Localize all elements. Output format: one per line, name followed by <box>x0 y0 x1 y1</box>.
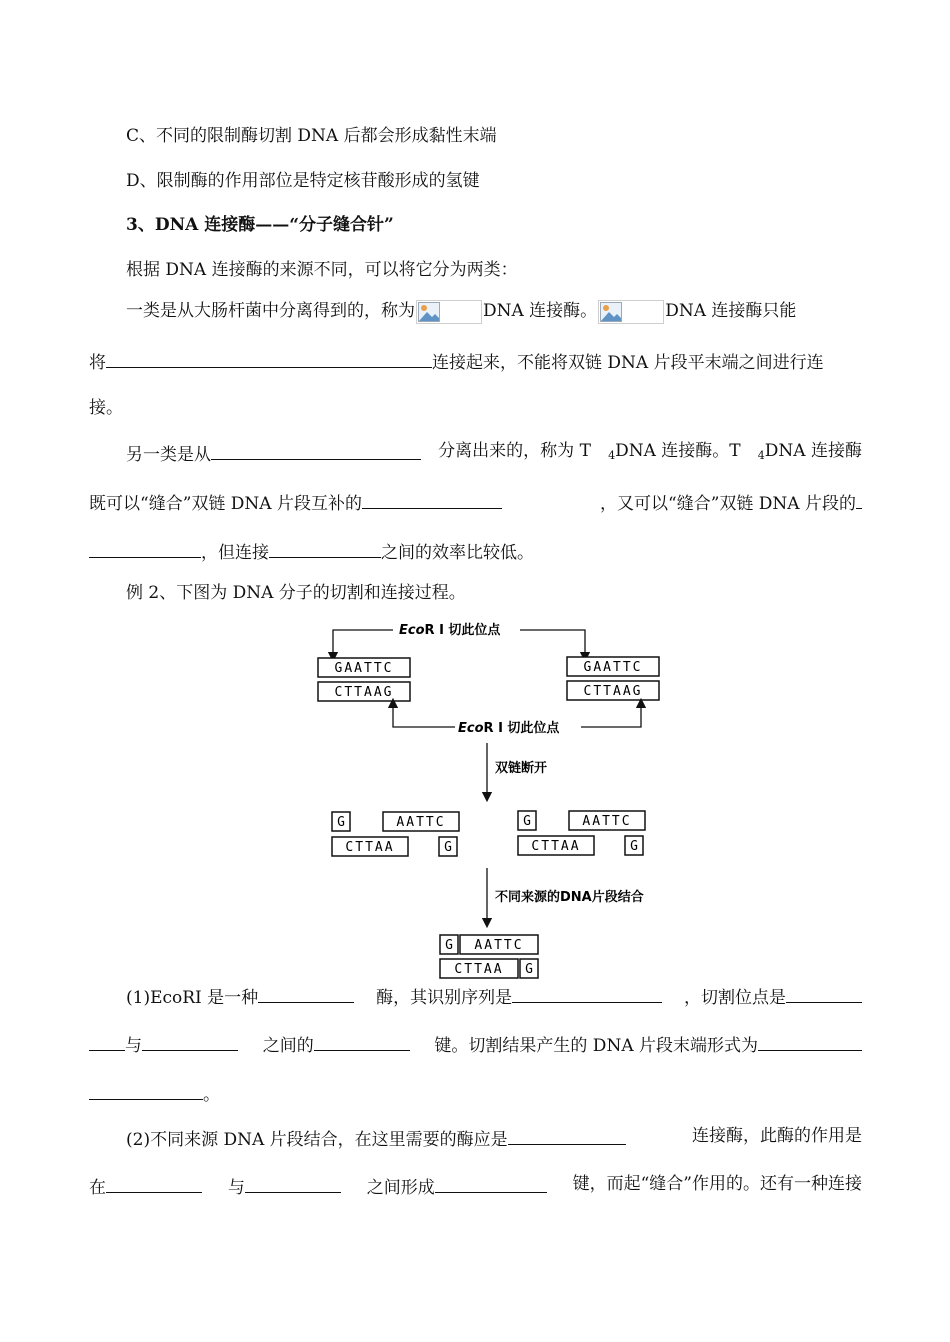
broken-image-icon <box>416 300 482 324</box>
text-fragment: 与 <box>89 1030 238 1058</box>
text-fragment: 键，而起“缝合”作用的。还有一种连接 <box>572 1174 862 1194</box>
sequence-text: G <box>444 840 452 855</box>
text-fragment: $_4$DNA 连接酶 <box>757 441 862 462</box>
text-fragment: 之间形成 <box>367 1172 547 1200</box>
arrow-line <box>581 703 641 727</box>
text-fragment: ，又可以“缝合”双链 DNA 片段的 <box>600 488 862 516</box>
broken-image-icon <box>598 300 664 324</box>
text-fragment: 连接酶，此酶的作用是 <box>692 1126 862 1146</box>
example-title: 例 2、下图为 DNA 分子的切割和连接过程。 <box>126 583 466 603</box>
text-fragment: 既可以“缝合”双链 DNA 片段互补的 <box>89 488 502 516</box>
text-fragment: (2)不同来源 DNA 片段结合，在这里需要的酶应是 <box>126 1124 626 1152</box>
sequence-text: G <box>523 814 531 829</box>
text-fragment: ，切割位点是 <box>684 982 862 1010</box>
paragraph-line-3: 接。 <box>89 398 123 418</box>
question-1-line-1 <box>126 982 862 1010</box>
sequence-text: G <box>525 962 533 977</box>
text-fragment: 分离出来的，称为 T <box>438 441 591 461</box>
answer-blank[interactable] <box>89 537 201 558</box>
text-fragment: 连接起来，不能将双链 DNA 片段平末端之间进行连 <box>432 353 824 373</box>
paragraph-line-5 <box>89 488 862 516</box>
cut-site-label: EcoR Ⅰ 切此位点 <box>399 623 501 638</box>
sequence-text: GAATTC <box>334 661 394 676</box>
text-fragment: DNA 连接酶。 <box>483 301 598 321</box>
sequence-text: G <box>445 938 453 953</box>
answer-blank[interactable] <box>106 347 432 368</box>
answer-blank[interactable] <box>89 1079 203 1100</box>
cut-site-label: EcoR Ⅰ 切此位点 <box>458 721 560 736</box>
text-fragment: 在 <box>89 1172 202 1200</box>
question-2-line-2 <box>89 1172 862 1200</box>
text-fragment: 键。切割结果产生的 DNA 片段末端形式为 <box>434 1030 862 1058</box>
sequence-text: G <box>337 815 345 830</box>
intro-text: 根据 DNA 连接酶的来源不同，可以将它分为两类： <box>126 260 518 280</box>
sequence-text: GAATTC <box>583 660 643 675</box>
text-fragment: 之间的效率比较低。 <box>381 543 534 563</box>
question-2-line-1 <box>126 1124 862 1152</box>
paragraph-line-6 <box>89 537 862 565</box>
step-label: 不同来源的DNA片段结合 <box>495 890 644 905</box>
text-fragment: 酶，其识别序列是 <box>376 982 662 1010</box>
arrow-line <box>393 703 455 727</box>
text-fragment: 将 <box>89 353 106 373</box>
step-label: 双链断开 <box>495 761 548 776</box>
sequence-text: CTTAAG <box>334 685 394 700</box>
sequence-text: AATTC <box>582 814 632 829</box>
paragraph-line-1 <box>126 298 862 324</box>
text-fragment: 之间的 <box>263 1030 410 1058</box>
text-fragment: (1)EcoRI 是一种 <box>126 982 354 1010</box>
sequence-text: CTTAA <box>345 840 395 855</box>
sequence-text: CTTAA <box>454 962 504 977</box>
sequence-text: CTTAA <box>531 839 581 854</box>
text-fragment: $_4$DNA 连接酶。T <box>608 441 741 462</box>
text-fragment: 一类是从大肠杆菌中分离得到的，称为 <box>126 301 415 321</box>
question-1-line-3 <box>89 1079 862 1107</box>
arrow-line <box>333 630 393 657</box>
text-fragment: 与 <box>228 1172 341 1200</box>
arrow-line <box>520 630 585 657</box>
paragraph-line-4 <box>126 439 862 468</box>
text-fragment: 。 <box>203 1085 220 1105</box>
option-d: D、限制酶的作用部位是特定核苷酸形成的氢键 <box>126 171 480 191</box>
question-1-line-2 <box>89 1030 862 1058</box>
sequence-text: G <box>630 839 638 854</box>
option-c: C、不同的限制酶切割 DNA 后都会形成黏性末端 <box>126 126 497 146</box>
sequence-text: CTTAAG <box>583 684 643 699</box>
text-fragment: 另一类是从 <box>126 439 421 468</box>
text-fragment: ，但连接 <box>201 543 269 563</box>
section-heading: 3、DNA 连接酶——“分子缝合针” <box>126 215 394 235</box>
paragraph-line-2 <box>89 347 862 375</box>
sequence-text: AATTC <box>396 815 446 830</box>
answer-blank[interactable] <box>269 537 381 558</box>
text-fragment: DNA 连接酶只能 <box>665 301 797 321</box>
sequence-text: AATTC <box>474 938 524 953</box>
ecori-diagram <box>315 615 685 980</box>
